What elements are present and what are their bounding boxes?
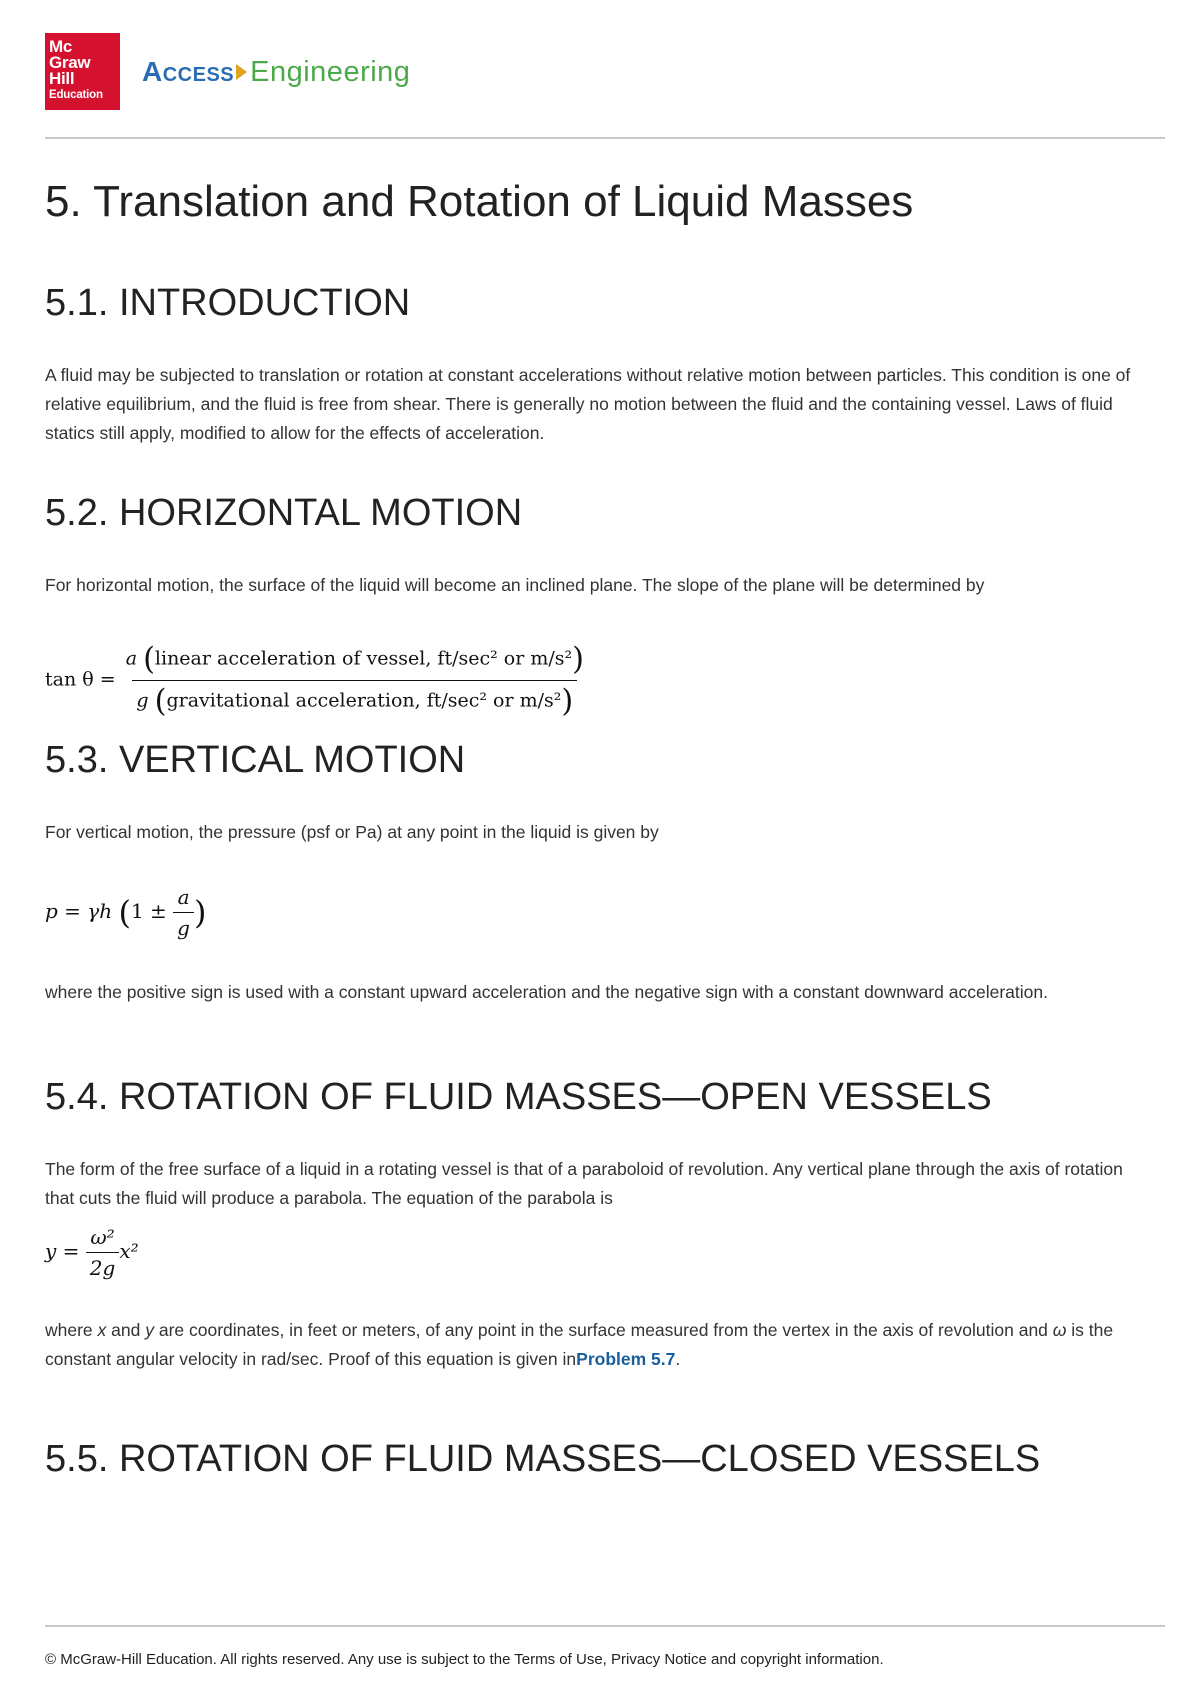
header <box>45 33 1165 110</box>
section-heading-vertical-motion: 5.3. VERTICAL MOTION <box>45 739 466 781</box>
page-title: 5. Translation and Rotation of Liquid Masses <box>45 177 914 226</box>
section-heading-horizontal-motion: 5.2. HORIZONTAL MOTION <box>45 492 523 534</box>
introduction-paragraph: A fluid may be subjected to translation or rotation at constant accelerations without relative motion between particles. This condition is one of relative equilibrium, and the fluid is free from shear. There is generally no motion between the fluid and the containing vessel. Laws of fluid statics still apply, modified to allow for the effects of acceleration. <box>45 365 1131 443</box>
section-heading-closed-vessels: 5.5. ROTATION OF FLUID MASSES—CLOSED VESSELS <box>45 1438 1041 1480</box>
arrow-icon <box>236 64 247 80</box>
access-engineering-logo[interactable] <box>142 52 410 92</box>
equation-pressure: p = γh (1 ± $\frac{a}{g}$ ) <box>45 885 207 940</box>
engineering-wordmark: Engineering <box>250 55 411 88</box>
equation-fraction: $\frac{\text{ω²}}{2g}$ <box>86 1225 120 1280</box>
equation-lhs: tan θ = <box>45 668 116 691</box>
equation-fraction: $\frac{a}{g}$ <box>173 885 194 940</box>
access-wordmark: Access <box>142 56 235 87</box>
horizontal-motion-paragraph: For horizontal motion, the surface of the liquid will become an inclined plane. The slope of the plane will be determined by <box>45 575 985 595</box>
equation-numerator: a (linear acceleration of vessel, ft/sec² or m/s²) <box>125 642 584 677</box>
header-divider <box>45 137 1165 139</box>
footer-divider <box>45 1625 1165 1627</box>
open-vessels-paragraph: The form of the free surface of a liquid in a rotating vessel is that of a paraboloid of revolution. Any vertical plane through the axis of rotation that cuts the fluid will produce a parabola. The equation of the parabola is <box>45 1159 1123 1208</box>
vertical-motion-note: where the positive sign is used with a constant upward acceleration and the negative sign with a constant downward acceleration. <box>45 982 1048 1002</box>
equation-parabola: y = $\frac{\text{ω²}}{2g}$ x² <box>45 1225 139 1280</box>
equation-tan-theta <box>45 642 588 719</box>
copyright-footer: © McGraw-Hill Education. All rights reserved. Any use is subject to the Terms of Use, Privacy Notice and copyright information. <box>45 1651 884 1668</box>
equation-denominator: g (gravitational acceleration, ft/sec² or m/s²) <box>132 680 577 719</box>
open-vessels-note: where x and y are coordinates, in feet or meters, of any point in the surface measured from the vertex in the axis of revolution and ω is the constant angular velocity in rad/sec. Proof of this equation is given inProblem 5.7. <box>45 1320 1114 1369</box>
section-heading-open-vessels: 5.4. ROTATION OF FLUID MASSES—OPEN VESSELS <box>45 1076 992 1118</box>
mcgraw-hill-logo[interactable]: Mc Graw Hill Education <box>45 33 120 110</box>
equation-fraction <box>122 642 588 719</box>
section-heading-introduction: 5.1. INTRODUCTION <box>45 282 411 324</box>
problem-5-7-link[interactable]: Problem 5.7 <box>576 1349 676 1369</box>
vertical-motion-paragraph: For vertical motion, the pressure (psf or Pa) at any point in the liquid is given by <box>45 822 659 842</box>
